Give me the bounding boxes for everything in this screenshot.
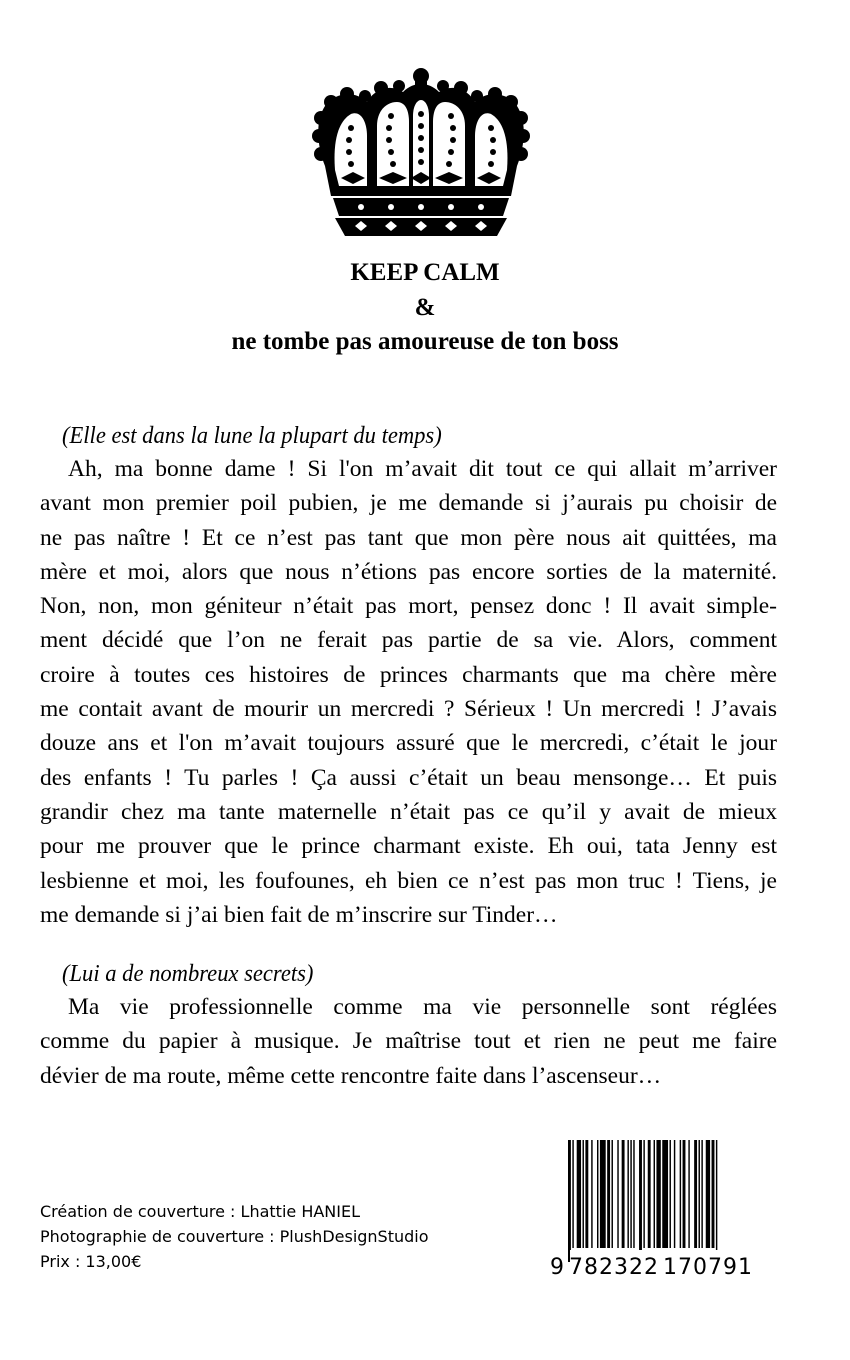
barcode-bar bbox=[612, 1140, 613, 1248]
barcode-bar bbox=[694, 1140, 697, 1248]
isbn-digit-lead: 9 bbox=[550, 1255, 564, 1280]
barcode-bar bbox=[683, 1140, 686, 1248]
text-line: des enfants ! Tu parles ! Ça aussi c’était un beau mensonge… Et puis bbox=[40, 764, 777, 791]
title-ampersand: & bbox=[414, 294, 436, 321]
barcode-bar bbox=[630, 1140, 631, 1248]
isbn-digits-left: 782322 bbox=[569, 1255, 659, 1280]
section2-heading: (Lui a de nombreux secrets) bbox=[62, 961, 314, 987]
barcode-bar bbox=[680, 1140, 681, 1248]
barcode-bar bbox=[591, 1140, 592, 1248]
barcode-bar bbox=[643, 1140, 644, 1248]
text-line: lesbienne et moi, les foufounes, eh bien ce n’est pas mon truc ! Tiens, je bbox=[40, 867, 777, 894]
section1-paragraph bbox=[40, 452, 777, 932]
barcode-bar bbox=[716, 1140, 717, 1262]
section1-heading: (Elle est dans la lune la plupart du temps) bbox=[62, 423, 442, 449]
title-keep-calm: KEEP CALM bbox=[350, 259, 500, 286]
text-line: Ma vie professionnelle comme ma vie personnelle sont réglées bbox=[68, 994, 777, 1020]
barcode-bar bbox=[656, 1140, 660, 1248]
barcode-bar bbox=[648, 1140, 651, 1248]
barcode-bar bbox=[607, 1140, 610, 1248]
barcode-bar bbox=[597, 1140, 598, 1248]
text-line: Non, non, mon géniteur n’était pas mort, pensez donc ! Il avait simple- bbox=[40, 593, 777, 620]
barcode-bar bbox=[577, 1140, 581, 1248]
cover-photo-credit: Photographie de couverture : PlushDesignStudio bbox=[40, 1227, 429, 1246]
text-line: me contait avant de mourir un mercredi ? Sérieux ! Un mercredi ! J’avais bbox=[40, 696, 777, 723]
barcode-bar bbox=[688, 1140, 689, 1248]
barcode-bar bbox=[622, 1140, 625, 1248]
text-line: ment décidé que l’on ne ferait pas partie de sa vie. Alors, comment bbox=[40, 627, 777, 654]
text-line: croire à toutes ces histoires de princes charmants que ma chère mère bbox=[40, 661, 777, 688]
barcode-bar bbox=[583, 1140, 584, 1248]
barcode-bar bbox=[572, 1140, 573, 1248]
barcode-bar bbox=[639, 1140, 642, 1262]
cover-design-credit: Création de couverture : Lhattie HANIEL bbox=[40, 1202, 360, 1221]
isbn-barcode bbox=[548, 1138, 770, 1280]
price-label: Prix : 13,00€ bbox=[40, 1252, 142, 1271]
barcode-bar bbox=[633, 1140, 634, 1248]
text-line: dévier de ma route, même cette rencontre faite dans l’ascenseur… bbox=[40, 1062, 662, 1089]
barcode-bar bbox=[670, 1140, 671, 1248]
barcode-bar bbox=[600, 1140, 606, 1248]
isbn-digits-right: 170791 bbox=[663, 1255, 753, 1280]
text-line: comme du papier à musique. Je maîtrise tout et rien ne peut me faire bbox=[40, 1028, 777, 1055]
text-line: grandir chez ma tante maternelle n’était pas ce qu’il y avait de mieux bbox=[40, 798, 777, 825]
title-subtitle: ne tombe pas amoureuse de ton boss bbox=[231, 328, 619, 355]
barcode-bar bbox=[585, 1140, 588, 1248]
barcode-bar bbox=[706, 1140, 710, 1248]
text-line: mère et moi, alors que nous n’étions pas encore sorties de la maternité. bbox=[40, 558, 777, 585]
barcode-bar bbox=[701, 1140, 702, 1248]
text-line: Ah, ma bonne dame ! Si l'on m’avait dit tout ce qui allait m’arriver bbox=[68, 456, 777, 482]
barcode-bar bbox=[654, 1140, 655, 1248]
barcode-bar bbox=[627, 1140, 628, 1248]
barcode-bar bbox=[662, 1140, 668, 1248]
barcode-bar bbox=[674, 1140, 675, 1248]
barcode-bar bbox=[617, 1140, 618, 1248]
text-line: ne pas naître ! Et ce n’est pas tant que mon père nous ait quittées, ma bbox=[40, 524, 777, 551]
text-line: me demande si j’ai bien fait de m’inscrire sur Tinder… bbox=[40, 901, 558, 928]
barcode-bar bbox=[712, 1140, 715, 1248]
text-line: douze ans et l'on m’avait toujours assuré que le mercredi, c’était le jour bbox=[40, 730, 777, 757]
text-line: pour me prouver que le prince charmant existe. Eh oui, tata Jenny est bbox=[40, 833, 777, 860]
text-line: avant mon premier poil pubien, je me demande si j’aurais pu choisir de bbox=[40, 490, 777, 517]
crown-icon bbox=[311, 66, 531, 238]
barcode-bar bbox=[568, 1140, 571, 1262]
section2-paragraph bbox=[40, 990, 777, 1093]
barcode-bar bbox=[699, 1140, 700, 1248]
